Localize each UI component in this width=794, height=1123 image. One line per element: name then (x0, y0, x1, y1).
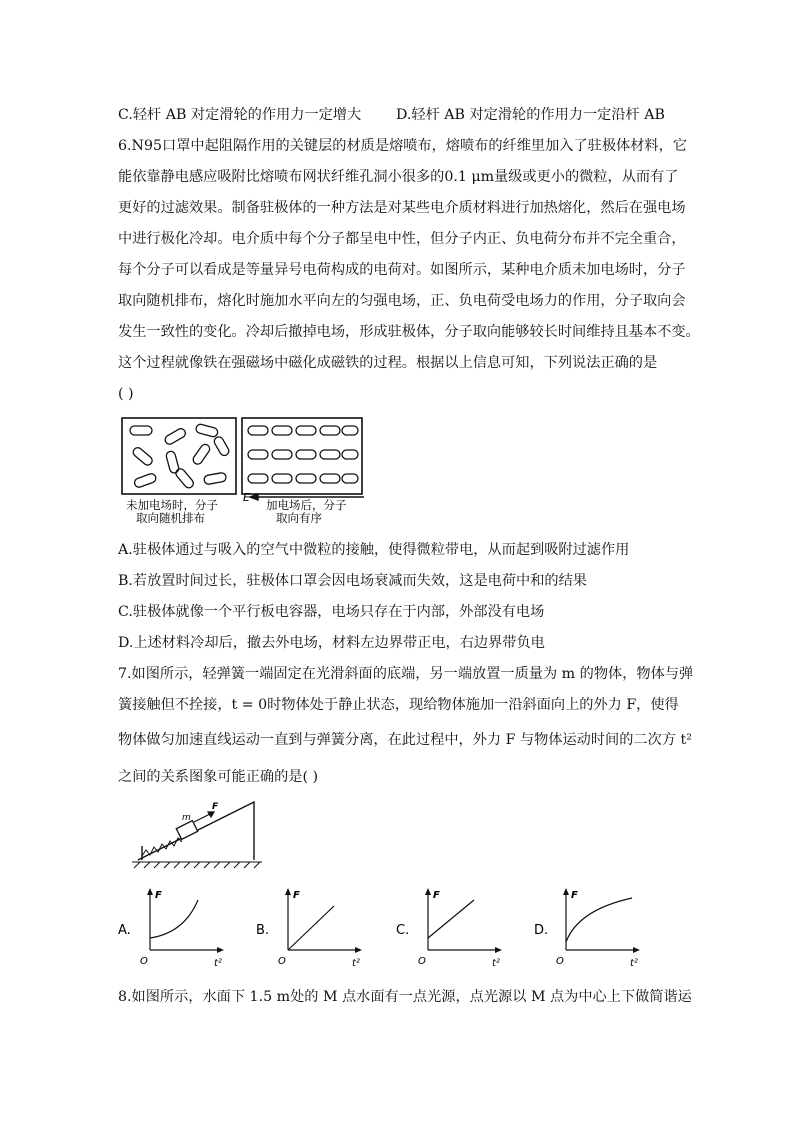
right-caption-2: 取向有序 (276, 511, 322, 525)
y-axis-label: F (293, 890, 300, 901)
option-label: D. (534, 923, 549, 938)
q6-option-c: C.驻极体就像一个平行板电容器，电场只存在于内部，外部没有电场 (118, 604, 545, 620)
ground-hatch (132, 862, 262, 868)
q6-line-2: 能依靠静电感应吸附比熔喷布网状纤维孔洞小很多的0.1 μm量级或更小的微粒，从而有了 (118, 169, 679, 185)
line-c (428, 900, 474, 938)
q5-option-d: D.轻杆 AB 对定滑轮的作用力一定沿杆 AB (396, 107, 665, 123)
q7-line-2: 簧接触但不拴接，t = 0时物体处于静止状态，现给物体施加一沿斜面向上的外力 F，使得 (118, 697, 679, 713)
left-caption-1: 未加电场时，分子 (126, 498, 218, 512)
origin-label: O (556, 956, 564, 967)
q6-line-5: 每个分子可以看成是等量异号电荷构成的电荷对。如图所示，某种电介质未加电场时，分子 (118, 262, 686, 278)
y-axis-label: F (571, 890, 578, 901)
graph-a (118, 886, 230, 970)
q5-option-c: C.轻杆 AB 对定滑轮的作用力一定增大 (118, 107, 362, 123)
q6-line-7: 发生一致性的变化。冷却后撤掉电场，形成驻极体，分子取向能够较长时间维持且基本不变。 (118, 324, 700, 340)
curve-a (150, 900, 198, 938)
x-axis-label: t² (352, 958, 360, 969)
left-caption-2: 取向随机排布 (136, 511, 205, 525)
option-label: C. (396, 923, 410, 938)
q8-line-1: 8.如图所示，水面下 1.5 m处的 M 点水面有一点光源，点光源以 M 点为中心上下做简谐运 (118, 989, 692, 1005)
q6-line-4: 中进行极化冷却。电介质中每个分子都呈电中性，但分子内正、负电荷分布并不完全重合， (118, 231, 686, 247)
q6-option-a: A.驻极体通过与吸入的空气中微粒的接触，使得微粒带电，从而起到吸附过滤作用 (118, 542, 630, 558)
right-caption-1: 加电场后，分子 (266, 498, 347, 512)
q7-line-1: 7.如图所示，轻弹簧一端固定在光滑斜面的底端，另一端放置一质量为 m 的物体，物体与弹 (118, 666, 694, 682)
origin-label: O (418, 956, 426, 967)
graph-d (534, 886, 646, 970)
q6-line-1: 6.N95口罩中起阻隔作用的关键层的材质是熔喷布，熔喷布的纤维里加入了驻极体材料，它 (118, 138, 687, 154)
line-b (288, 906, 334, 950)
mass-label: m (182, 813, 191, 823)
x-axis-label: t² (214, 958, 222, 969)
field-label: E (243, 491, 250, 504)
block-m (176, 821, 197, 840)
force-arrow (194, 812, 214, 822)
x-axis-label: t² (492, 958, 500, 969)
q6-option-b: B.若放置时间过长，驻极体口罩会因电场衰减而失效，这是电荷中和的结果 (118, 573, 587, 589)
option-label: B. (256, 923, 270, 938)
graph-c (396, 886, 508, 970)
q6-line-8: 这个过程就像铁在强磁场中磁化成磁铁的过程。根据以上信息可知，下列说法正确的是 (118, 355, 658, 371)
curve-d (566, 898, 632, 942)
aligned-molecules (248, 426, 358, 483)
q6-line-6: 取向随机排布，熔化时施加水平向左的匀强电场，正、负电荷受电场力的作用，分子取向会 (118, 293, 686, 309)
origin-label: O (278, 956, 286, 967)
random-molecules (130, 423, 230, 489)
graph-b (256, 886, 368, 970)
y-axis-label: F (155, 890, 162, 901)
x-axis-label: t² (630, 958, 638, 969)
force-label: F (212, 802, 219, 812)
answer-bracket: ( ) (118, 386, 134, 402)
q6-option-d: D.上述材料冷却后，撤去外电场，材料左边界带正电，右边界带负电 (118, 635, 545, 651)
q6-line-3: 更好的过滤效果。制备驻极体的一种方法是对某些电介质材料进行加热熔化，然后在强电场 (118, 200, 686, 216)
option-label: A. (118, 923, 131, 938)
y-axis-label: F (433, 890, 440, 901)
origin-label: O (140, 956, 148, 967)
dielectric-figure (120, 416, 370, 524)
q7-line-3: 物体做匀加速直线运动一直到与弹簧分离，在此过程中，外力 F 与物体运动时间的二次方 t² (118, 732, 692, 748)
incline-figure (128, 798, 268, 870)
q7-line-4: 之间的关系图象可能正确的是( ) (118, 769, 319, 785)
